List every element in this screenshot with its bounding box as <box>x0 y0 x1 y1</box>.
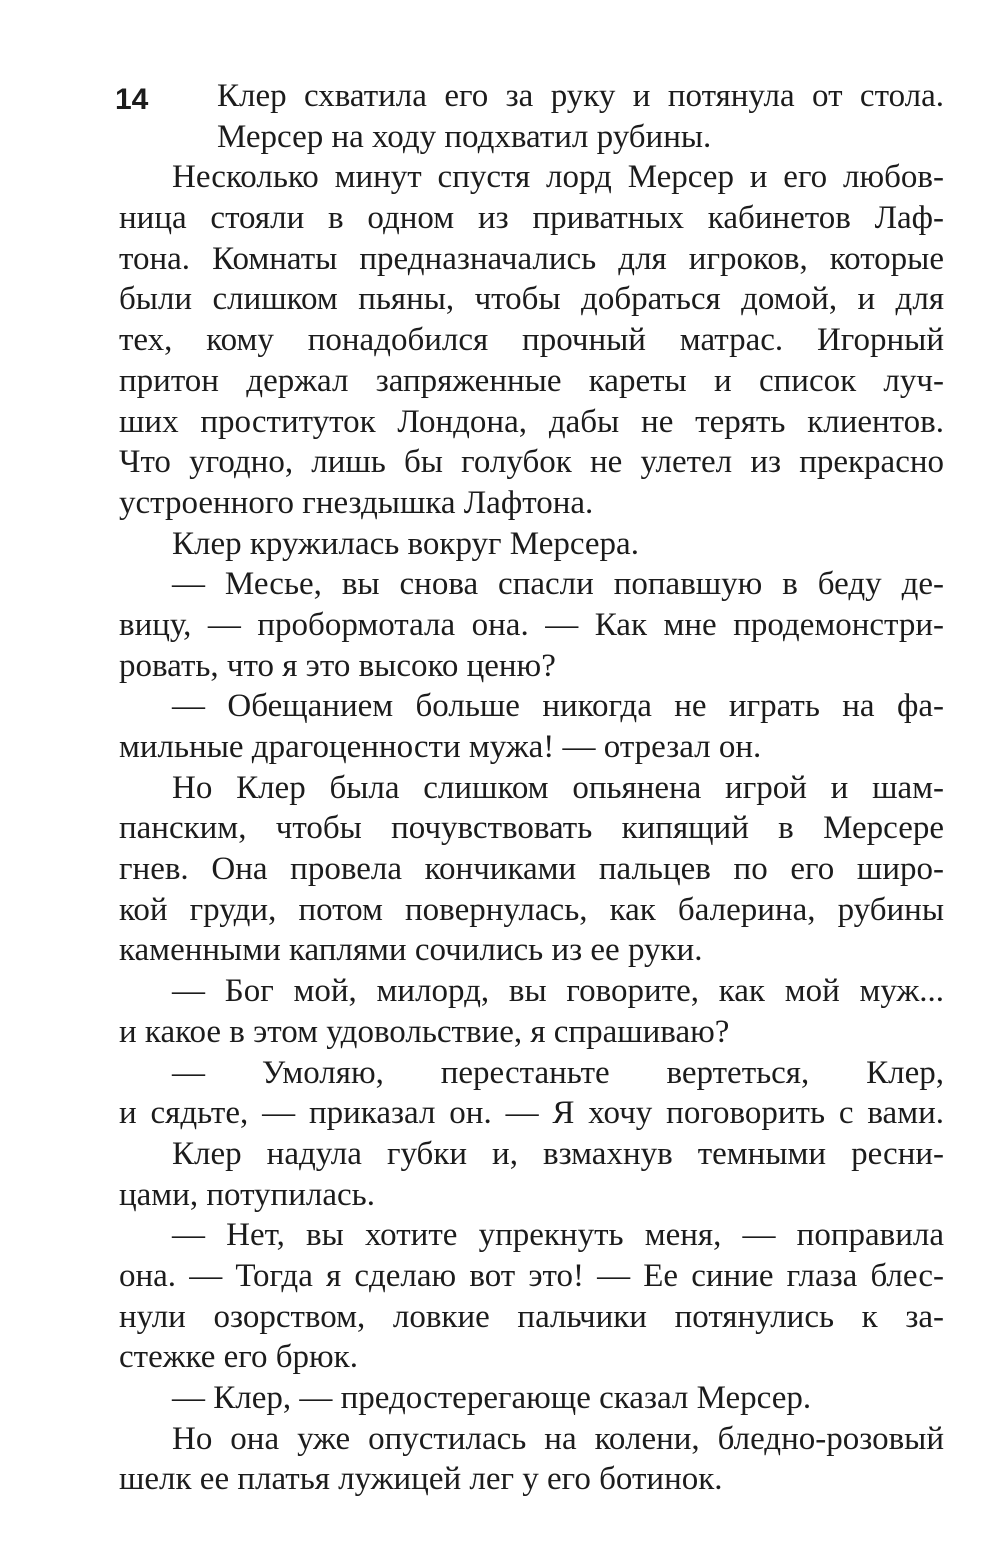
text-line: — Нет, вы хотите упрекнуть меня, — поправила <box>172 1217 944 1254</box>
text-line: мильные драгоценности мужа! — отрезал он. <box>119 729 762 765</box>
text-line: и сядьте, — приказал он. — Я хочу поговорить с вами. <box>119 1095 944 1132</box>
text-line: были слишком пьяны, чтобы добраться домой, и для <box>119 281 944 318</box>
text-line: она. — Тогда я сделаю вот это! — Ее синие глаза блес- <box>119 1257 944 1294</box>
text-line: Несколько минут спустя лорд Мерсер и его любов- <box>172 159 944 196</box>
text-line: тех, кому понадобился прочный матрас. Игорный <box>119 322 944 359</box>
text-line: панским, чтобы почувствовать кипящий в Мерсере <box>119 810 944 847</box>
text-line: — Умоляю, перестаньте вертеться, Клер, <box>172 1054 944 1091</box>
text-line: каменными каплями сочились из ее руки. <box>119 932 703 969</box>
text-line: Но Клер была слишком опьянена игрой и шам- <box>172 769 944 806</box>
text-line: устроенного гнездышка Лафтона. <box>119 484 594 521</box>
page-number: 14 <box>115 83 149 116</box>
text-line: Клер кружилась вокруг Мерсера. <box>172 525 639 562</box>
text-line: цами, потупилась. <box>119 1176 375 1213</box>
text-line: притон держал запряженные кареты и список луч- <box>119 362 944 399</box>
body-text <box>119 76 944 1500</box>
text-line: — Обещанием больше никогда не играть на фа- <box>172 688 944 725</box>
text-line: и какое в этом удовольствие, я спрашиваю? <box>119 1013 730 1050</box>
text-line: ровать, что я это высоко ценю? <box>119 647 556 684</box>
text-line: Но она уже опустилась на колени, бледно-розовый <box>172 1420 944 1457</box>
text-line: стежке его брюк. <box>119 1339 358 1376</box>
text-line: шелк ее платья лужицей лег у его ботинок. <box>119 1461 723 1498</box>
text-line: Клер схватила его за руку и потянула от стола. <box>217 78 944 114</box>
text-line: Клер надула губки и, взмахнув темными ресни- <box>172 1135 944 1172</box>
text-line: — Бог мой, милорд, вы говорите, как мой муж... <box>172 973 944 1010</box>
text-line: гнев. Она провела кончиками пальцев по его широ- <box>119 851 944 888</box>
text-line: — Месье, вы снова спасли попавшую в беду де- <box>172 566 944 603</box>
text-line: кой груди, потом повернулась, как балерина, рубины <box>119 891 944 928</box>
text-line: нули озорством, ловкие пальчики потянулись к за- <box>119 1298 944 1335</box>
text-line: ших проституток Лондона, дабы не терять клиентов. <box>119 403 944 440</box>
text-line: ница стояли в одном из приватных кабинетов Лаф- <box>119 200 944 237</box>
text-line: вицу, — пробормотала она. — Как мне продемонстри- <box>119 606 944 643</box>
text-line: Что угодно, лишь бы голубок не улетел из прекрасно <box>119 444 944 481</box>
text-line: тона. Комнаты предназначались для игроков, которые <box>119 240 944 277</box>
text-line: — Клер, — предостерегающе сказал Мерсер. <box>172 1380 812 1416</box>
text-line: Мерсер на ходу подхватил рубины. <box>217 118 712 155</box>
